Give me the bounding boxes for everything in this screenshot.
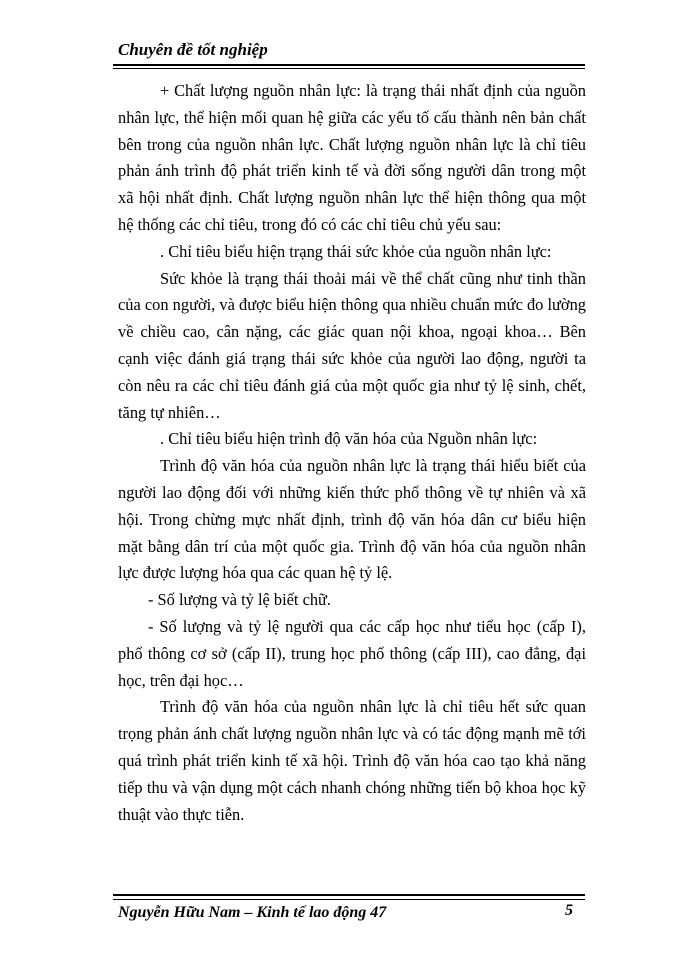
page-header-title: Chuyên đề tốt nghiệp: [118, 40, 268, 59]
footer-rule-thin: [113, 899, 585, 900]
paragraph-education-importance: Trình độ văn hóa của nguồn nhân lực là chỉ tiêu hết sức quan trọng phản ánh chất lượng nguồn nhân lực và có tác động mạnh mẽ tới quá trình phát triển kinh tế xã hội. Trình độ văn hóa cao tạo khả năng tiếp thu và vận dụng một cách nhanh chóng những tiến bộ khoa học kỹ thuật vào thực tiễn.: [118, 697, 586, 824]
list-item-school-levels: - Số lượng và tỷ lệ người qua các cấp học như tiểu học (cấp I), phổ thông cơ sở (cấp II), trung học phổ thông (cấp III), cao đẳng, đại học, trên đại học…: [118, 616, 586, 690]
footer-rule: [113, 894, 585, 896]
paragraph-health-description: Sức khỏe là trạng thái thoải mái về thể chất cũng như tinh thần của con người, và được biểu hiện thông qua nhiều chuẩn mức đo lường về chiều cao, cân nặng, các giác quan nội khoa, ngoại khoa… Bên cạnh việc đánh giá trạng thái sức khỏe của người lao động, người ta còn nêu ra các chỉ tiêu đánh giá của một quốc gia như tỷ lệ sinh, chết, tăng tự nhiên…: [118, 268, 586, 422]
list-item-literacy: - Số lượng và tỷ lệ biết chữ.: [148, 590, 332, 610]
header-rule-thin: [113, 68, 585, 69]
paragraph-education-description: Trình độ văn hóa của nguồn nhân lực là trạng thái hiểu biết của người lao động đối với những kiến thức phổ thông về tự nhiên và xã hội. Trong chừng mực nhất định, trình độ văn hóa dân cư biểu hiện mặt bằng dân trí của một quốc gia. Trình độ văn hóa của nguồn nhân lực được lượng hóa qua các quan hệ tỷ lệ.: [118, 456, 586, 583]
paragraph-quality-definition: + Chất lượng nguồn nhân lực: là trạng thái nhất định của nguồn nhân lực, thể hiện mối quan hệ giữa các yếu tố cấu thành nên bản chất bên trong của nguồn nhân lực. Chất lượng nguồn nhân lực là chỉ tiêu phản ánh trình độ phát triển kinh tế và đời sống người dân trong một xã hội nhất định. Chất lượng nguồn nhân lực thể hiện thông qua một hệ thống các chỉ tiêu, trong đó có các chỉ tiêu chủ yếu sau:: [118, 81, 586, 234]
paragraph-health-indicator-heading: . Chỉ tiêu biểu hiện trạng thái sức khỏe của nguồn nhân lực:: [160, 241, 552, 261]
paragraph-education-indicator-heading: . Chỉ tiêu biểu hiện trình độ văn hóa của Nguồn nhân lực:: [160, 429, 538, 449]
body-text: [118, 78, 586, 828]
page-number: 5: [565, 902, 573, 919]
header-rule: [113, 64, 585, 66]
footer-author: Nguyễn Hữu Nam – Kinh tế lao động 47: [118, 904, 387, 921]
